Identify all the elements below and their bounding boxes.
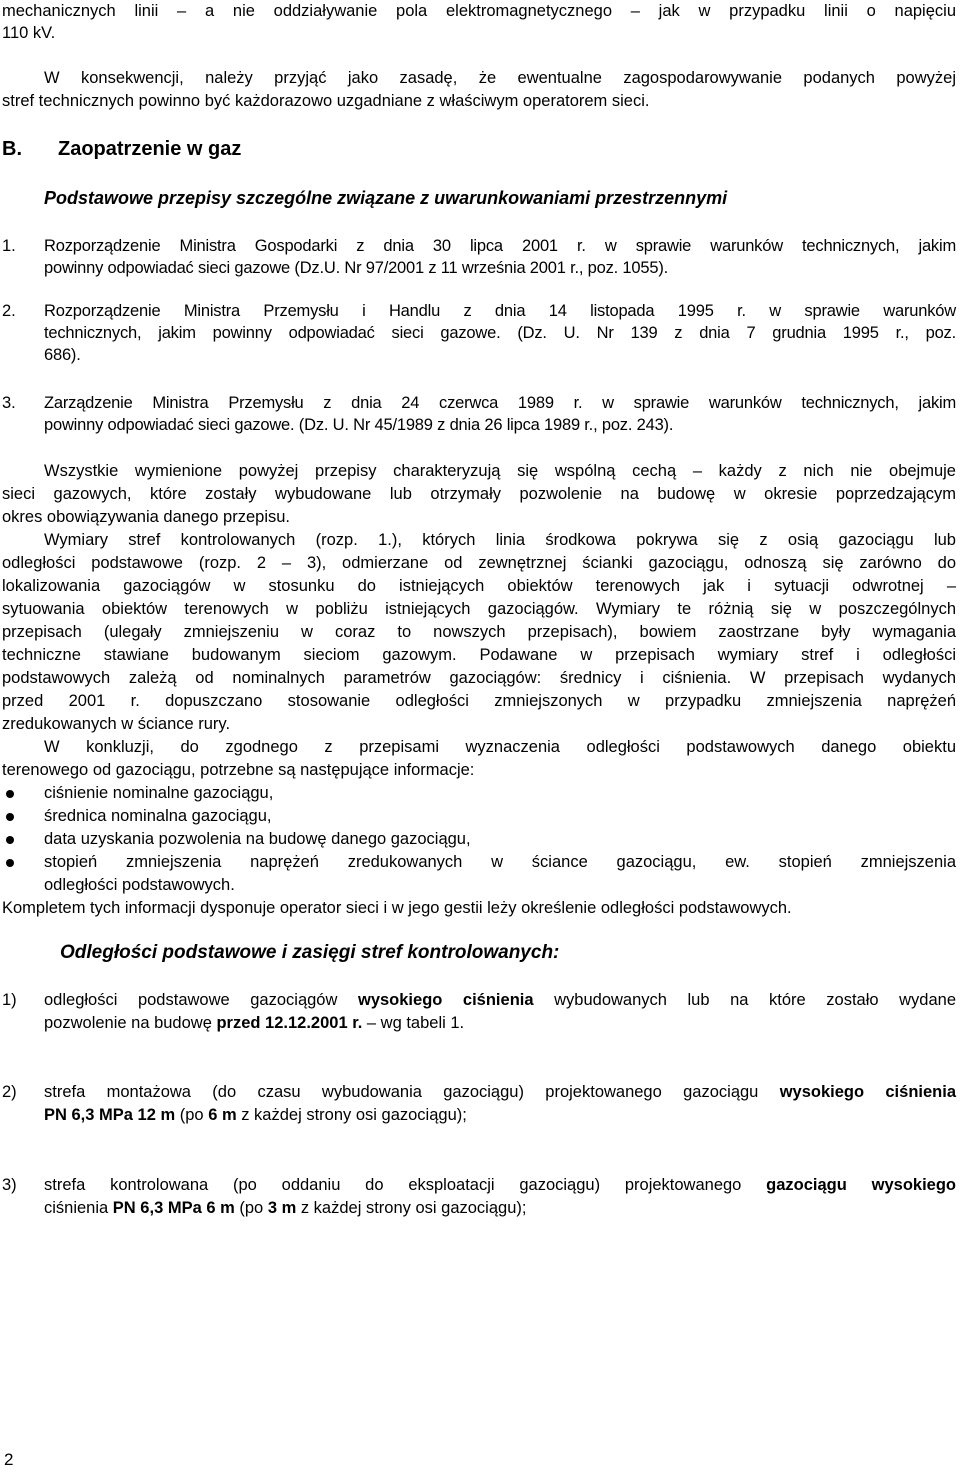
- body-p1-line-2: sieci gazowych, które zostały wybudowane lub otrzymały pozwolenie na budowę w okresie poprzedzającym: [2, 485, 956, 503]
- body-p1-line-1: Wszystkie wymienione powyżej przepisy charakteryzują się wspólną cechą – każdy z nich nie obejmuje: [44, 462, 956, 480]
- bullet-dot: [6, 813, 14, 821]
- body-p2-line-2: odległości podstawowe (rozp. 2 – 3), odmierzane od zewnętrznej ścianki gazociągu, odnoszą się zarówno do: [2, 554, 956, 572]
- bullet-dot: [6, 836, 14, 844]
- distance-item-3-line-1: strefa kontrolowana (po oddaniu do eksploatacji gazociągu) projektowanego gazociągu wysokiego: [44, 1176, 956, 1194]
- bullet-item-4-line-2: odległości podstawowych.: [44, 876, 235, 894]
- distance-item-1-number: 1): [2, 991, 17, 1009]
- regulation-2-number: 2.: [2, 302, 16, 320]
- body-p2-line-7: podstawowych zależą od nominalnych parametrów gazociągów: średnicy i ciśnienia. W przepisach wydanych: [2, 669, 956, 687]
- page-number: 2: [4, 1450, 14, 1469]
- section-letter: B.: [2, 138, 22, 160]
- regulation-3-line-2: powinny odpowiadać sieci gazowe. (Dz. U. Nr 45/1989 z dnia 26 lipca 1989 r., poz. 243).: [44, 416, 674, 434]
- bullet-item-1: ciśnienie nominalne gazociągu,: [44, 784, 274, 802]
- distance-item-3-number: 3): [2, 1176, 17, 1194]
- distance-item-1-line-1: odległości podstawowe gazociągów wysokiego ciśnienia wybudowanych lub na które zostało wydane: [44, 991, 957, 1009]
- intro-line-2: 110 kV.: [2, 24, 56, 42]
- regulation-3-line-1: Zarządzenie Ministra Przemysłu z dnia 24 czerwca 1989 r. w sprawie warunków technicznych, jakim: [44, 394, 956, 412]
- body-p1-line-3: okres obowiązywania danego przepisu.: [2, 508, 291, 526]
- distance-item-2-line-1: strefa montażowa (do czasu wybudowania gazociągu) projektowanego gazociągu wysokiego ciśnienia: [44, 1083, 956, 1101]
- distance-item-2-line-2: PN 6,3 MPa 12 m (po 6 m z każdej strony osi gazociągu);: [44, 1106, 467, 1124]
- intro-paragraph-2-line-2: stref technicznych powinno być każdorazowo uzgadniane z właściwym operatorem sieci.: [2, 92, 650, 110]
- distance-item-1-line-2: pozwolenie na budowę przed 12.12.2001 r. – wg tabeli 1.: [44, 1014, 465, 1032]
- body-p2-line-5: przepisach (ulegały zmniejszeniu w coraz to nowszych przepisach), bowiem zaostrzane były wymagania: [2, 623, 956, 641]
- body-p3-line-1: W konkluzji, do zgodnego z przepisami wyznaczenia odległości podstawowych danego obiektu: [44, 738, 956, 756]
- distances-heading: Odległości podstawowe i zasięgi stref kontrolowanych:: [60, 942, 560, 963]
- body-p2-line-6: techniczne stawiane budowanym sieciom gazowym. Podawane w przepisach wymiary stref i odległości: [2, 646, 956, 664]
- bullet-dot: [6, 859, 14, 867]
- body-p2-line-3: lokalizowania gazociągów w stosunku do istniejących obiektów terenowych jak i sytuacji odwrotnej –: [2, 577, 956, 595]
- body-p2-line-4: sytuowania obiektów terenowych w pobliżu istniejących gazociągów. Wymiary te różnią się w poszczególnych: [2, 600, 956, 618]
- regulation-1-line-2: powinny odpowiadać sieci gazowe (Dz.U. Nr 97/2001 z 11 września 2001 r., poz. 1055).: [44, 259, 668, 277]
- bullet-dot: [6, 790, 14, 798]
- regulation-3-number: 3.: [2, 394, 16, 412]
- body-p2-line-1: Wymiary stref kontrolowanych (rozp. 1.), których linia środkowa pokrywa się z osią gazociągu lub: [44, 531, 956, 549]
- bullet-item-4-line-1: stopień zmniejszenia naprężeń zredukowanych w ściance gazociągu, ew. stopień zmniejszenia: [44, 853, 956, 871]
- intro-line-1: mechanicznych linii – a nie oddziaływanie pola elektromagnetycznego – jak w przypadku linii o napięciu: [2, 2, 956, 20]
- body-p3-line-2: terenowego od gazociągu, potrzebne są następujące informacje:: [2, 761, 475, 779]
- distance-item-2-number: 2): [2, 1083, 17, 1101]
- regulation-2-line-3: 686).: [44, 346, 81, 364]
- intro-paragraph-2-line-1: W konsekwencji, należy przyjąć jako zasadę, że ewentualne zagospodarowywanie podanych powyżej: [44, 69, 956, 87]
- distance-item-3-line-2: ciśnienia PN 6,3 MPa 6 m (po 3 m z każdej strony osi gazociągu);: [44, 1199, 527, 1217]
- section-subtitle: Podstawowe przepisy szczególne związane z uwarunkowaniami przestrzennymi: [44, 188, 728, 208]
- body-p2-line-8: przed 2001 r. dopuszczano stosowanie odległości zmniejszonych w przypadku zmniejszenia naprężeń: [2, 692, 956, 710]
- regulation-1-line-1: Rozporządzenie Ministra Gospodarki z dnia 30 lipca 2001 r. w sprawie warunków technicznych, jakim: [44, 237, 956, 255]
- body-p4: Kompletem tych informacji dysponuje operator sieci i w jego gestii leży określenie odległości podstawowych.: [2, 899, 792, 917]
- bullet-item-3: data uzyskania pozwolenia na budowę danego gazociągu,: [44, 830, 471, 848]
- regulation-2-line-2: technicznych, jakim powinny odpowiadać sieci gazowe. (Dz. U. Nr 139 z dnia 7 grudnia 1995 r., poz.: [44, 324, 956, 342]
- regulation-1-number: 1.: [2, 237, 16, 255]
- section-title: Zaopatrzenie w gaz: [58, 138, 242, 160]
- regulation-2-line-1: Rozporządzenie Ministra Przemysłu i Handlu z dnia 14 listopada 1995 r. w sprawie warunków: [44, 302, 956, 320]
- bullet-item-2: średnica nominalna gazociągu,: [44, 807, 272, 825]
- body-p2-line-9: zredukowanych w ściance rury.: [2, 715, 231, 733]
